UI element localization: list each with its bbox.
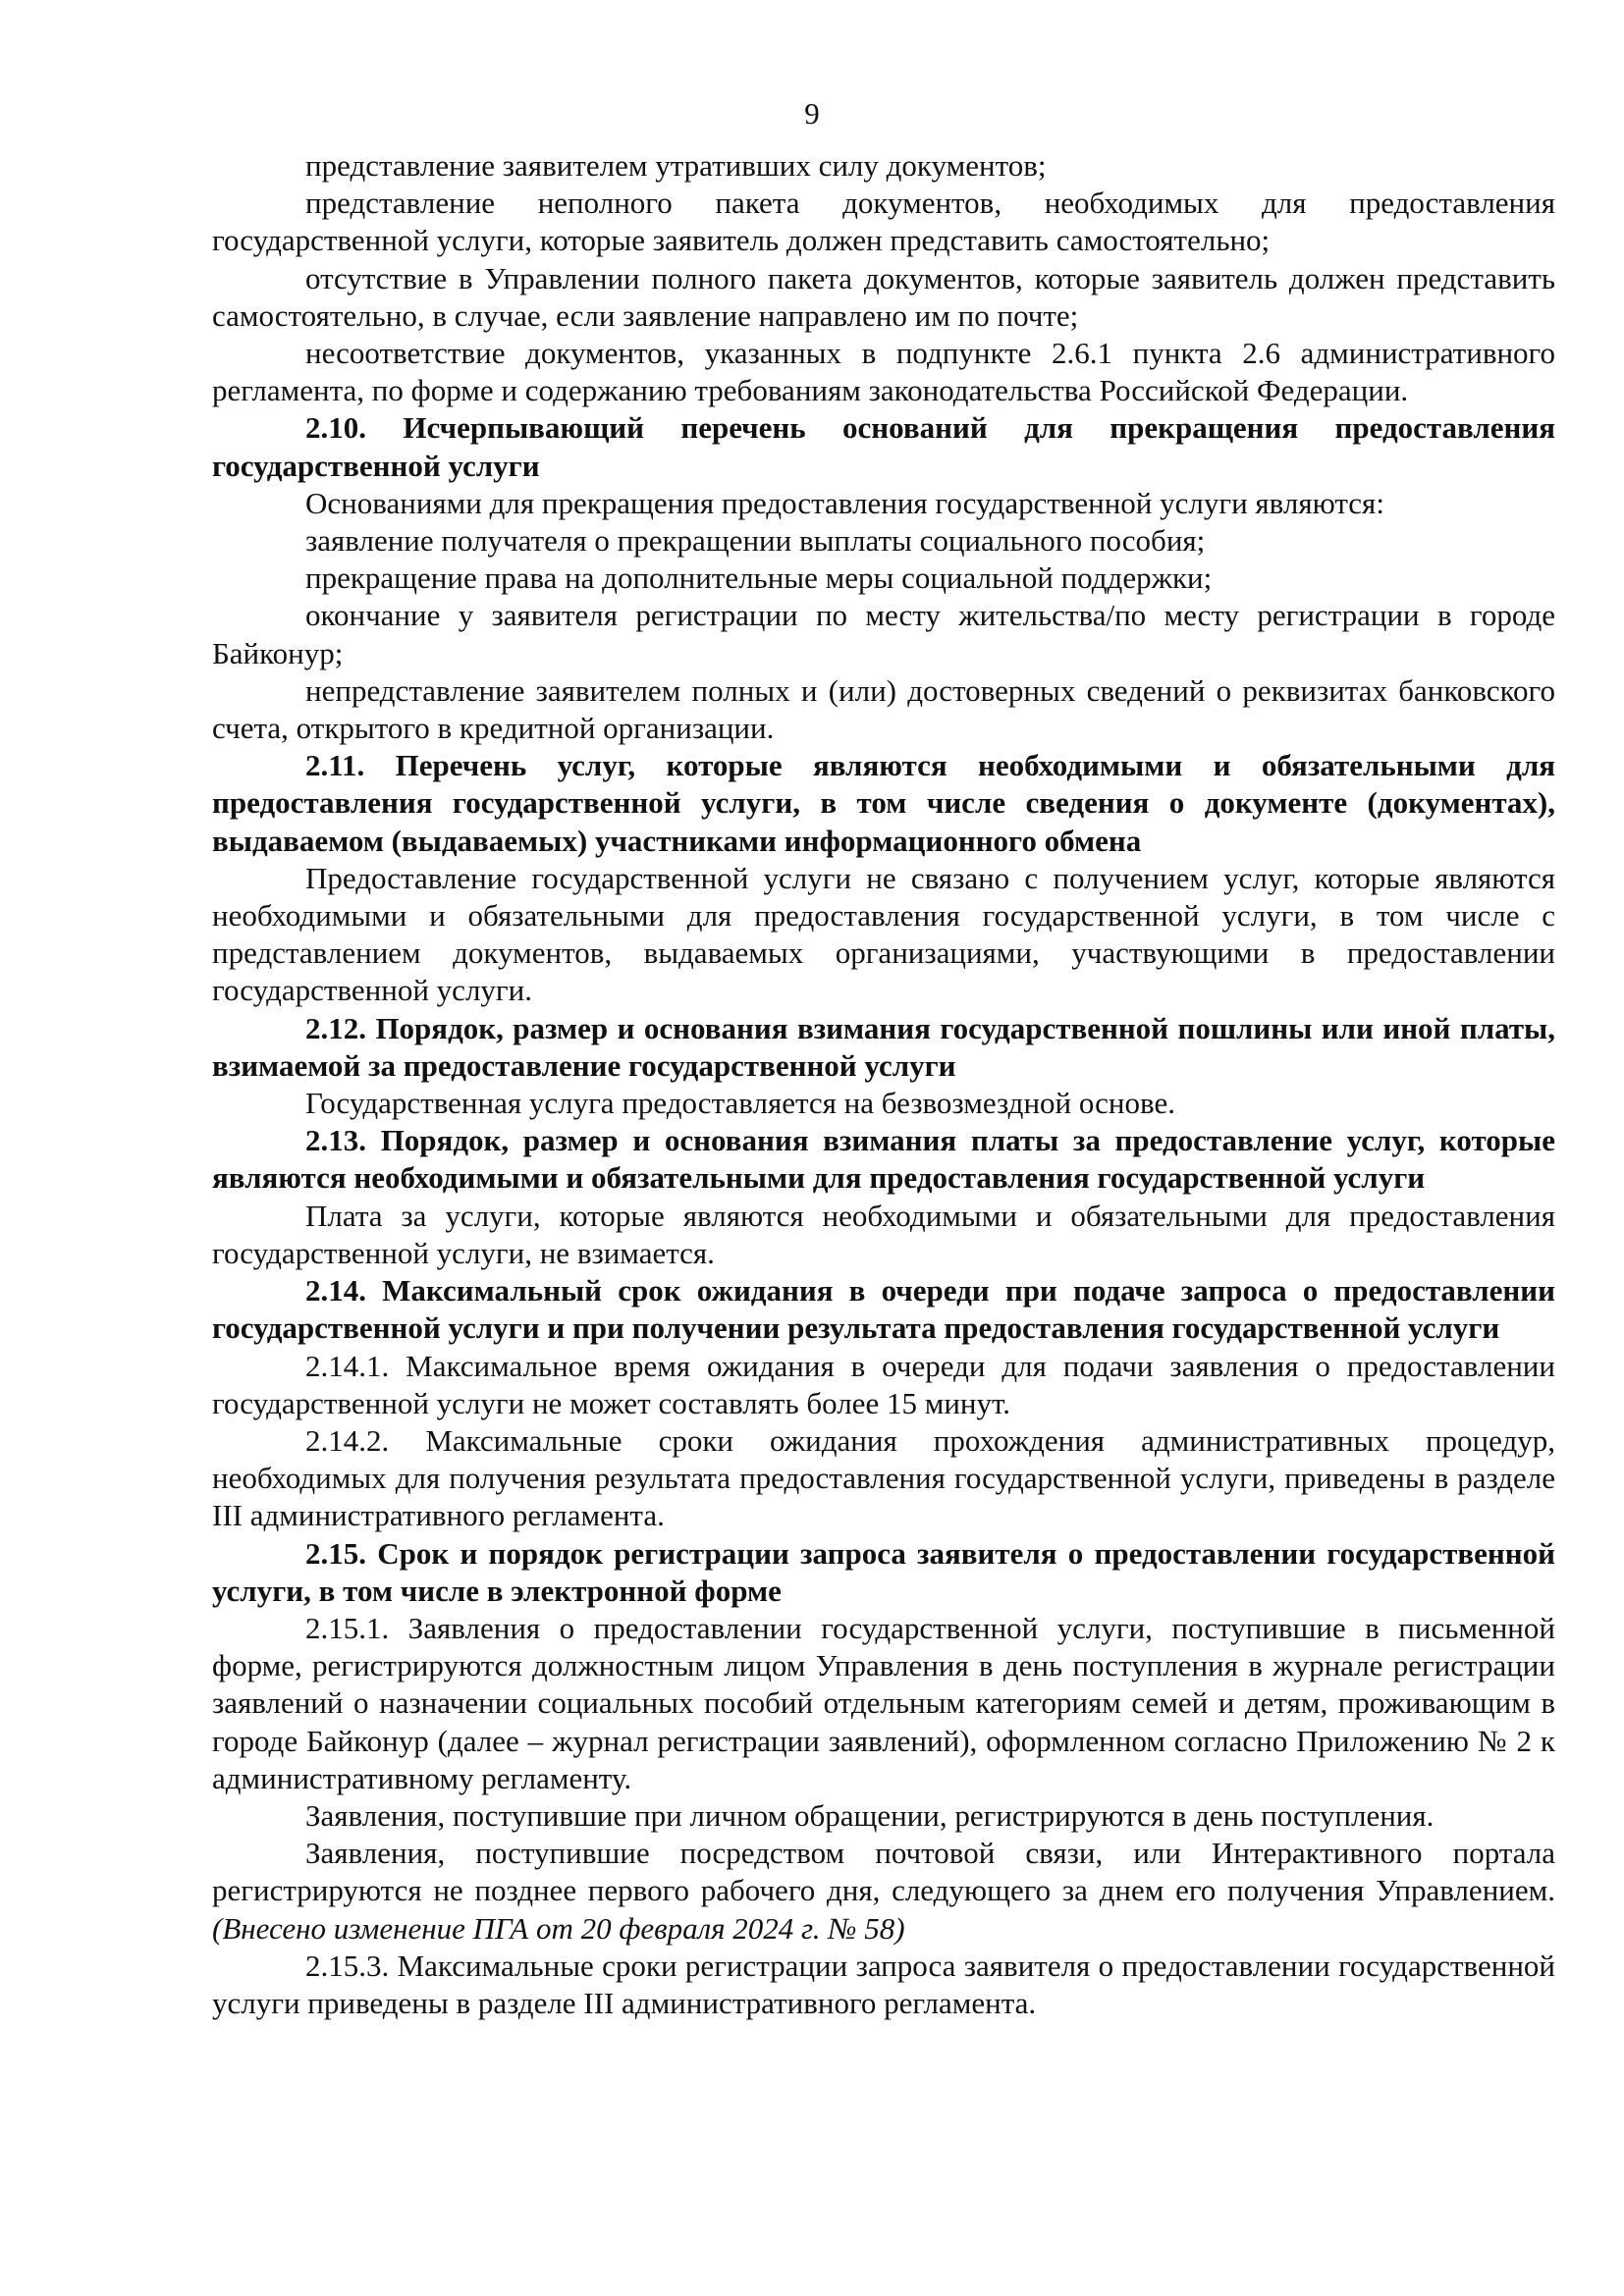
paragraph: 2.15.3. Максимальные сроки регистрации запроса заявителя о предоставлении государственной услуги приведены в разделе III административного регламента.	[212, 1948, 1555, 2020]
paragraph: прекращение права на дополнительные меры социальной поддержки;	[305, 561, 1213, 596]
paragraph: отсутствие в Управлении полного пакета документов, которые заявитель должен представить самостоятельно, в случае, если заявление направлено им по почте;	[212, 260, 1555, 333]
paragraph-text: Заявления, поступившие посредством почтовой связи, или Интерактивного портала регистрируются не позднее первого рабочего дня, следующего за днем его получения Управлением.	[212, 1836, 1555, 1908]
paragraph: 2.14.2. Максимальные сроки ожидания прохождения административных процедур, необходимых для получения результата предоставления государственной услуги, приведены в разделе III административного регламента.	[212, 1422, 1555, 1533]
paragraph: Государственная услуга предоставляется на безвозмездной основе.	[305, 1086, 1175, 1121]
paragraph: Заявления, поступившие при личном обращении, регистрируются в день поступления.	[305, 1797, 1435, 1833]
section-heading-2-12: 2.12. Порядок, размер и основания взимания государственной пошлины или иной платы, взимаемой за предоставление государственной услуги	[212, 1010, 1555, 1083]
paragraph: 2.14.1. Максимальное время ожидания в очереди для подачи заявления о предоставлении государственной услуги не может составлять более 15 минут.	[212, 1348, 1555, 1420]
page-number: 9	[804, 96, 820, 131]
section-heading-2-11: 2.11. Перечень услуг, которые являются необходимыми и обязательными для предоставления государственной услуги, в том числе сведения о документе (документах), выдаваемом (выдаваемых) участниками информационного обмена	[212, 748, 1555, 858]
paragraph: несоответствие документов, указанных в подпункте 2.6.1 пункта 2.6 административного регламента, по форме и содержанию требованиям законодательства Российской Федерации.	[212, 336, 1555, 408]
section-heading-2-14: 2.14. Максимальный срок ожидания в очереди при подаче запроса о предоставлении государственной услуги и при получении результата предоставления государственной услуги	[212, 1273, 1555, 1346]
section-heading-2-10: 2.10. Исчерпывающий перечень оснований для прекращения предоставления государственной услуги	[212, 410, 1555, 483]
paragraph: Предоставление государственной услуги не связано с получением услуг, которые являются необходимыми и обязательными для предоставления государственной услуги, в том числе с представлением документов, выдаваемых организациями, участвующими в предоставлении государственной услуги.	[212, 860, 1555, 1008]
amendment-note: (Внесено изменение ПГА от 20 февраля 2024 г. № 58)	[212, 1910, 905, 1946]
paragraph: Плата за услуги, которые являются необходимыми и обязательными для предоставления государственной услуги, не взимается.	[212, 1198, 1555, 1270]
paragraph: представление заявителем утративших силу документов;	[305, 148, 1047, 183]
paragraph: Основаниями для прекращения предоставления государственной услуги являются:	[305, 485, 1384, 520]
paragraph: окончание у заявителя регистрации по месту жительства/по месту регистрации в городе Байконур;	[212, 598, 1555, 670]
paragraph: заявление получателя о прекращении выплаты социального пособия;	[305, 523, 1206, 559]
document-body	[212, 147, 1555, 2022]
paragraph-with-amendment	[212, 1835, 1555, 1948]
paragraph: представление неполного пакета документов, необходимых для предоставления государственной услуги, которые заявитель должен представить самостоятельно;	[212, 186, 1555, 258]
section-heading-2-13: 2.13. Порядок, размер и основания взимания платы за предоставление услуг, которые являются необходимыми и обязательными для предоставления государственной услуги	[212, 1123, 1555, 1196]
paragraph: 2.15.1. Заявления о предоставлении государственной услуги, поступившие в письменной форме, регистрируются должностным лицом Управления в день поступления в журнале регистрации заявлений о назначении социальных пособий отдельным категориям семей и детям, проживающим в городе Байконур (далее – журнал регистрации заявлений), оформленном согласно Приложению № 2 к административному регламенту.	[212, 1610, 1555, 1795]
paragraph: непредставление заявителем полных и (или) достоверных сведений о реквизитах банковского счета, открытого в кредитной организации.	[212, 672, 1555, 746]
section-heading-2-15: 2.15. Срок и порядок регистрации запроса заявителя о предоставлении государственной услуги, в том числе в электронной форме	[212, 1535, 1555, 1608]
